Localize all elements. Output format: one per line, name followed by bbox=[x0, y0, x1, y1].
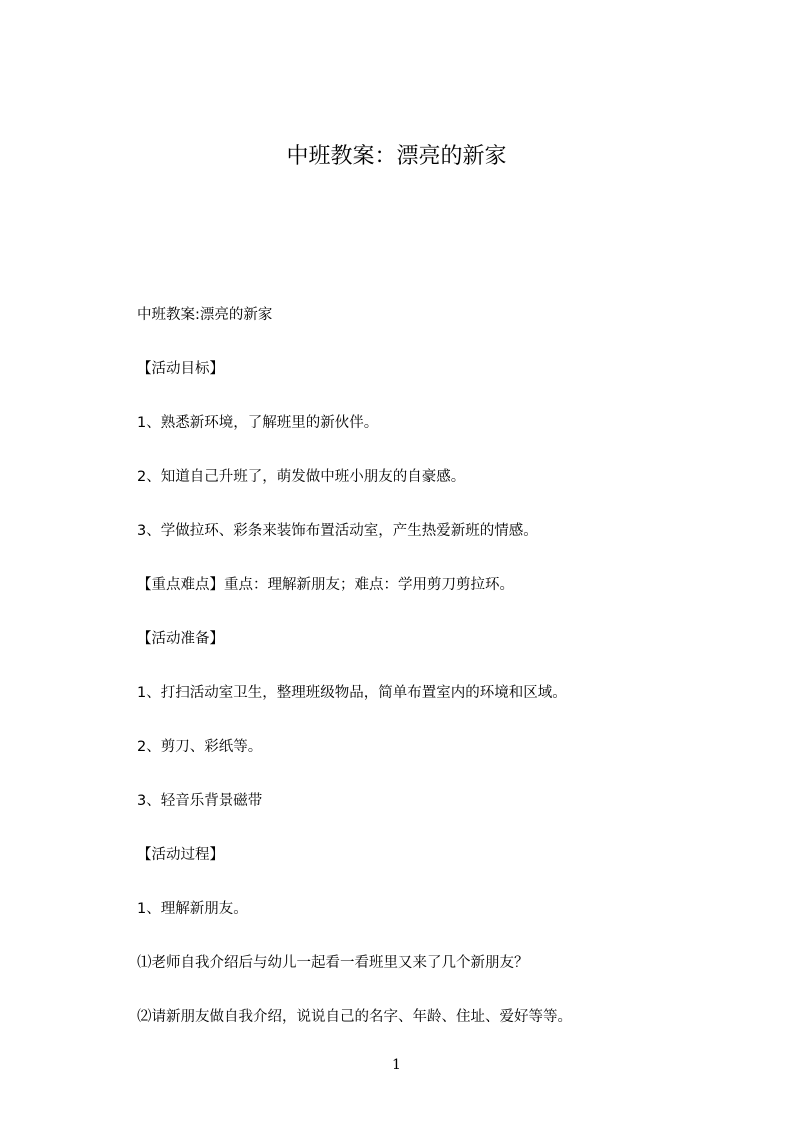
page-title: 中班教案：漂亮的新家 bbox=[286, 144, 507, 169]
page-number: 1 bbox=[392, 1057, 401, 1073]
subtitle-line: 中班教案:漂亮的新家 bbox=[137, 306, 273, 323]
goal-item-1: 1、熟悉新环境，了解班里的新伙伴。 bbox=[137, 414, 379, 431]
process-subitem-1: ⑴老师自我介绍后与幼儿一起看一看班里又来了几个新朋友？ bbox=[137, 954, 529, 971]
section-heading-process: 【活动过程】 bbox=[137, 846, 224, 863]
section-heading-goals: 【活动目标】 bbox=[137, 360, 224, 377]
goal-item-2: 2、知道自己升班了，萌发做中班小朋友的自豪感。 bbox=[137, 468, 466, 485]
section-heading-preparation: 【活动准备】 bbox=[137, 630, 224, 647]
key-difficulty-line: 【重点难点】重点：理解新朋友；难点：学用剪刀剪拉环。 bbox=[137, 576, 514, 593]
preparation-item-1: 1、打扫活动室卫生，整理班级物品，简单布置室内的环境和区域。 bbox=[137, 684, 567, 701]
process-subitem-2: ⑵请新朋友做自我介绍，说说自己的名字、年龄、住址、爱好等等。 bbox=[137, 1008, 572, 1025]
goal-item-3: 3、学做拉环、彩条来装饰布置活动室，产生热爱新班的情感。 bbox=[137, 522, 538, 539]
preparation-item-3: 3、轻音乐背景磁带 bbox=[137, 792, 263, 809]
process-item-1: 1、理解新朋友。 bbox=[137, 900, 248, 917]
preparation-item-2: 2、剪刀、彩纸等。 bbox=[137, 738, 263, 755]
